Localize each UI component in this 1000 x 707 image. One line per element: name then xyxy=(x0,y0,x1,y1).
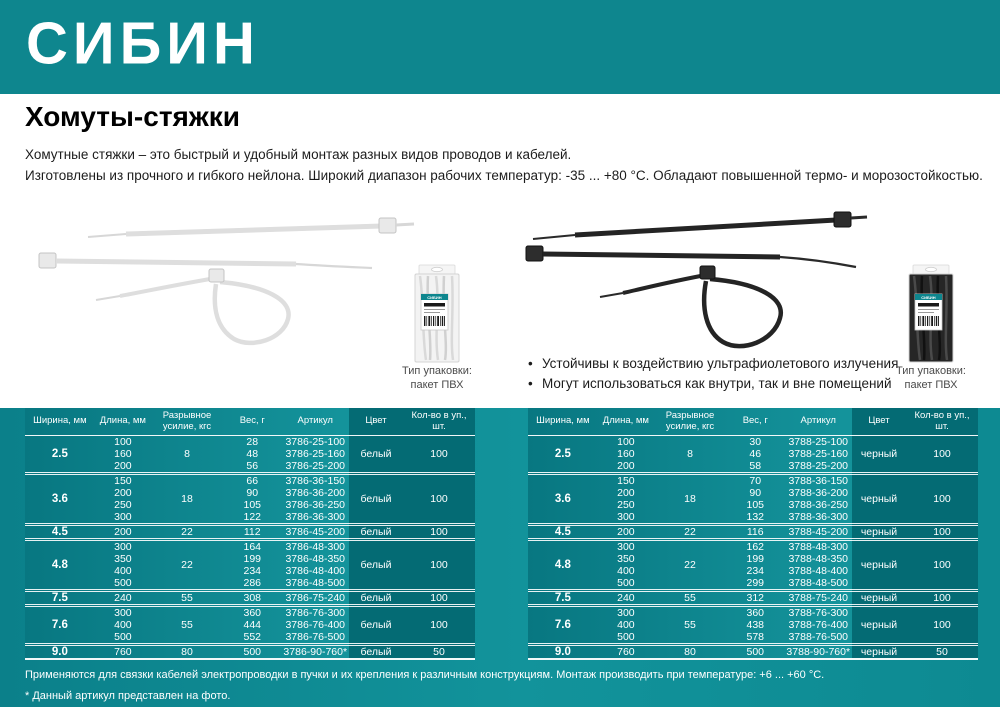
cell-force: 22 xyxy=(684,526,696,538)
table-group-row xyxy=(528,523,978,538)
cell-article-value: 3786-75-240 xyxy=(285,592,346,604)
table-group-row xyxy=(528,538,978,589)
cell-weight xyxy=(223,607,282,643)
cell-qty: 100 xyxy=(933,592,951,604)
cell-weight-value: 308 xyxy=(243,592,262,604)
table-group-row xyxy=(528,436,978,472)
cell-article-value: 3786-48-350 xyxy=(285,553,346,565)
cell-force: 80 xyxy=(181,646,193,658)
cell-article xyxy=(282,436,350,472)
table-group-row xyxy=(25,589,475,604)
cell-weight xyxy=(726,526,785,538)
cell-weight-value: 48 xyxy=(246,448,259,460)
feature-text: Могут использоваться как внутри, так и вне помещений xyxy=(542,376,892,391)
cell-weight-value: 578 xyxy=(746,631,765,643)
cell-length-value: 160 xyxy=(114,448,132,460)
cell-width: 2.5 xyxy=(554,448,571,460)
cell-qty: 50 xyxy=(433,646,445,658)
cell-length-value: 400 xyxy=(114,565,132,577)
cell-width: 7.5 xyxy=(51,592,68,604)
table-group-row xyxy=(25,472,475,523)
cell-weight-value: 46 xyxy=(749,448,762,460)
cell-article-value: 3786-48-400 xyxy=(285,565,346,577)
cell-length-value: 200 xyxy=(114,526,132,538)
cell-force: 22 xyxy=(684,559,696,571)
cell-length xyxy=(95,646,151,658)
cell-article-value: 3788-48-350 xyxy=(788,553,849,565)
packaging-type-value: пакет ПВХ xyxy=(410,379,464,391)
cell-force: 55 xyxy=(181,619,193,631)
cell-weight-value: 164 xyxy=(243,541,262,553)
cell-article xyxy=(785,475,853,523)
cell-weight xyxy=(223,475,282,523)
packaging-caption-black xyxy=(876,364,986,392)
cell-length xyxy=(598,541,654,589)
table-header-row xyxy=(25,408,475,436)
cell-weight-value: 360 xyxy=(746,607,765,619)
cell-force: 18 xyxy=(181,493,193,505)
cell-weight-value: 162 xyxy=(746,541,765,553)
table-group-row xyxy=(528,643,978,658)
cell-length-value: 760 xyxy=(617,646,635,658)
feature-item xyxy=(528,374,898,394)
table-group-row xyxy=(25,436,475,472)
description-line-2: Изготовлены из прочного и гибкого нейлона. Широкий диапазон рабочих температур: -35 ... +80 °С. Обладают повышенной термо- и морозостойкостью. xyxy=(25,168,983,183)
cell-width: 3.6 xyxy=(51,493,68,505)
cell-qty: 100 xyxy=(430,493,448,505)
cell-article xyxy=(785,541,853,589)
cell-weight xyxy=(223,541,282,589)
cell-weight-value: 552 xyxy=(243,631,262,643)
cell-color: черный xyxy=(860,646,898,658)
package-photo-white xyxy=(412,264,462,364)
cell-length-value: 300 xyxy=(617,607,635,619)
cell-article-value: 3786-76-500 xyxy=(285,631,346,643)
brand-logo: СИБИН xyxy=(26,10,260,77)
col-header-qty: Кол-во в уп., шт. xyxy=(411,410,467,432)
cell-length-value: 200 xyxy=(617,460,635,472)
cell-force: 18 xyxy=(684,493,696,505)
cell-length-value: 300 xyxy=(114,541,132,553)
cell-color: черный xyxy=(860,559,898,571)
cell-article-value: 3786-36-200 xyxy=(285,487,346,499)
cell-color: белый xyxy=(360,592,392,604)
spec-table-white-ties xyxy=(25,408,475,660)
cell-article-value: 3786-45-200 xyxy=(285,526,346,538)
feature-text: Устойчивы к воздействию ультрафиолетового излучения xyxy=(542,356,899,371)
cell-width: 4.5 xyxy=(51,526,68,538)
cell-length xyxy=(95,541,151,589)
cell-color: белый xyxy=(360,619,392,631)
cell-article xyxy=(282,541,350,589)
cell-weight-value: 299 xyxy=(746,577,765,589)
cell-weight-value: 30 xyxy=(749,436,762,448)
col-header-width: Ширина, мм xyxy=(33,415,87,427)
table-group-row xyxy=(528,472,978,523)
package-photo-black xyxy=(906,264,956,364)
footnote: * Данный артикул представлен на фото. xyxy=(25,690,231,702)
cell-width: 4.5 xyxy=(554,526,571,538)
cell-weight xyxy=(223,526,282,538)
feature-list xyxy=(528,354,898,394)
cell-width: 7.6 xyxy=(554,619,571,631)
cell-length xyxy=(95,607,151,643)
cell-qty: 100 xyxy=(933,619,951,631)
cell-length-value: 300 xyxy=(617,541,635,553)
cell-article-value: 3788-76-300 xyxy=(788,607,849,619)
cell-length xyxy=(598,592,654,604)
cell-article-value: 3788-90-760* xyxy=(786,646,851,658)
cell-length-value: 200 xyxy=(617,526,635,538)
cell-article-value: 3786-76-300 xyxy=(285,607,346,619)
cell-article-value: 3788-25-100 xyxy=(788,436,849,448)
cell-article xyxy=(785,526,853,538)
cell-article xyxy=(282,646,350,658)
cell-length-value: 240 xyxy=(617,592,635,604)
cell-article xyxy=(785,646,853,658)
package-label-brand: СИБИН xyxy=(427,294,442,300)
col-header-length: Длина, мм xyxy=(602,415,649,427)
cell-article-value: 3786-90-760* xyxy=(283,646,348,658)
bullet-icon: • xyxy=(528,356,533,371)
cell-weight-value: 360 xyxy=(243,607,262,619)
cell-force: 55 xyxy=(181,592,193,604)
cell-color: белый xyxy=(360,493,392,505)
table-group-row xyxy=(25,604,475,643)
cell-article-value: 3788-45-200 xyxy=(788,526,849,538)
cell-weight-value: 70 xyxy=(749,475,762,487)
packaging-type-label: Тип упаковки: xyxy=(402,365,472,377)
cell-length-value: 350 xyxy=(617,553,635,565)
table-header-row xyxy=(528,408,978,436)
cell-length-value: 500 xyxy=(114,631,132,643)
cell-qty: 100 xyxy=(430,448,448,460)
cell-color: белый xyxy=(360,559,392,571)
cell-weight-value: 444 xyxy=(243,619,262,631)
cell-article-value: 3786-36-150 xyxy=(285,475,346,487)
cell-article-value: 3786-25-200 xyxy=(285,460,346,472)
cell-weight-value: 234 xyxy=(243,565,262,577)
cell-weight-value: 90 xyxy=(246,487,259,499)
cell-weight-value: 116 xyxy=(746,526,764,538)
cell-length-value: 400 xyxy=(617,565,635,577)
cell-width: 2.5 xyxy=(51,448,68,460)
col-header-article: Артикул xyxy=(297,415,333,427)
cell-qty: 100 xyxy=(933,448,951,460)
cell-length-value: 300 xyxy=(114,511,132,523)
cell-article-value: 3788-25-160 xyxy=(788,448,849,460)
cell-weight xyxy=(223,436,282,472)
cell-article-value: 3786-48-300 xyxy=(285,541,346,553)
package-label-brand: СИБИН xyxy=(921,294,936,300)
cell-article-value: 3786-25-100 xyxy=(285,436,346,448)
table-group-row xyxy=(25,523,475,538)
cell-weight-value: 28 xyxy=(246,436,259,448)
cell-width: 3.6 xyxy=(554,493,571,505)
cell-length-value: 150 xyxy=(617,475,635,487)
feature-item xyxy=(528,354,898,374)
cell-article-value: 3788-48-300 xyxy=(788,541,849,553)
cell-weight-value: 199 xyxy=(243,553,262,565)
cell-length-value: 500 xyxy=(617,577,635,589)
cell-weight-value: 500 xyxy=(746,646,765,658)
packaging-type-value: пакет ПВХ xyxy=(904,379,958,391)
cell-length-value: 500 xyxy=(617,631,635,643)
cell-color: черный xyxy=(860,526,898,538)
cell-weight-value: 112 xyxy=(243,526,261,538)
spec-table-black-ties xyxy=(528,408,978,660)
col-header-qty: Кол-во в уп., шт. xyxy=(914,410,970,432)
bullet-icon: • xyxy=(528,376,533,391)
spec-section xyxy=(0,408,1000,707)
cell-qty: 100 xyxy=(430,526,448,538)
cell-width: 4.8 xyxy=(554,559,571,571)
cell-qty: 100 xyxy=(430,592,448,604)
cell-length-value: 400 xyxy=(617,619,635,631)
cell-article xyxy=(282,607,350,643)
cell-length-value: 100 xyxy=(617,436,635,448)
cell-color: черный xyxy=(860,619,898,631)
cell-article xyxy=(785,607,853,643)
cell-length-value: 150 xyxy=(114,475,132,487)
cell-article-value: 3788-48-500 xyxy=(788,577,849,589)
col-header-weight: Вес, г xyxy=(742,415,768,427)
cell-length xyxy=(598,607,654,643)
cell-force: 22 xyxy=(181,526,193,538)
white-cable-ties-photo xyxy=(30,212,430,352)
cell-article xyxy=(282,526,350,538)
cell-weight xyxy=(726,592,785,604)
cell-article-value: 3788-48-400 xyxy=(788,565,849,577)
col-header-color: Цвет xyxy=(365,415,387,427)
cell-qty: 100 xyxy=(933,559,951,571)
cell-article-value: 3788-75-240 xyxy=(788,592,849,604)
cell-width: 7.5 xyxy=(554,592,571,604)
cell-weight-value: 500 xyxy=(243,646,262,658)
cell-weight-value: 122 xyxy=(243,511,262,523)
cell-article-value: 3786-36-300 xyxy=(285,511,346,523)
product-description xyxy=(25,144,990,186)
cell-color: черный xyxy=(860,592,898,604)
cell-article-value: 3788-36-200 xyxy=(788,487,849,499)
col-header-color: Цвет xyxy=(868,415,890,427)
cell-article-value: 3786-48-500 xyxy=(285,577,346,589)
black-cable-ties-photo xyxy=(518,202,868,360)
cell-weight-value: 56 xyxy=(246,460,259,472)
cell-force: 8 xyxy=(184,448,190,460)
cell-length-value: 500 xyxy=(114,577,132,589)
cell-color: черный xyxy=(860,448,898,460)
cell-weight-value: 199 xyxy=(746,553,765,565)
cell-length-value: 200 xyxy=(114,487,132,499)
cell-length xyxy=(95,592,151,604)
table-group-row xyxy=(25,538,475,589)
cell-weight xyxy=(223,646,282,658)
cell-length-value: 300 xyxy=(617,511,635,523)
cell-article xyxy=(282,475,350,523)
cell-length-value: 760 xyxy=(114,646,132,658)
packaging-caption-white xyxy=(382,364,492,392)
cell-force: 80 xyxy=(684,646,696,658)
cell-article-value: 3788-36-250 xyxy=(788,499,849,511)
usage-note: Применяются для связки кабелей электропроводки в пучки и их крепления к различным конструкциям. Монтаж производить при температуре: +6 ... +60 °С. xyxy=(25,669,825,681)
cell-force: 22 xyxy=(181,559,193,571)
cell-qty: 100 xyxy=(430,559,448,571)
cell-article-value: 3786-36-250 xyxy=(285,499,346,511)
cell-article-value: 3786-25-160 xyxy=(285,448,346,460)
cell-width: 7.6 xyxy=(51,619,68,631)
cell-qty: 100 xyxy=(933,493,951,505)
cell-weight xyxy=(726,607,785,643)
cell-length-value: 100 xyxy=(114,436,132,448)
cell-article-value: 3788-36-150 xyxy=(788,475,849,487)
product-photos-section xyxy=(0,200,1000,408)
cell-length-value: 300 xyxy=(114,607,132,619)
packaging-type-label: Тип упаковки: xyxy=(896,365,966,377)
cell-force: 55 xyxy=(684,592,696,604)
table-group-row xyxy=(25,643,475,658)
cell-width: 9.0 xyxy=(554,646,571,658)
cell-length-value: 160 xyxy=(617,448,635,460)
cell-article-value: 3788-36-300 xyxy=(788,511,849,523)
col-header-force: Разрывное усилие, кгс xyxy=(665,410,715,432)
cell-width: 9.0 xyxy=(51,646,68,658)
cell-length-value: 250 xyxy=(617,499,635,511)
cell-length-value: 200 xyxy=(617,487,635,499)
tables-row xyxy=(25,408,978,660)
cell-length xyxy=(95,526,151,538)
col-header-weight: Вес, г xyxy=(239,415,265,427)
cell-length xyxy=(598,646,654,658)
cell-weight-value: 438 xyxy=(746,619,765,631)
cell-length-value: 250 xyxy=(114,499,132,511)
cell-length-value: 350 xyxy=(114,553,132,565)
cell-weight-value: 286 xyxy=(243,577,262,589)
cell-qty: 50 xyxy=(936,646,948,658)
cell-weight xyxy=(223,592,282,604)
cell-color: белый xyxy=(360,646,392,658)
cell-article-value: 3788-76-400 xyxy=(788,619,849,631)
cell-length xyxy=(95,436,151,472)
cell-article xyxy=(785,436,853,472)
page-title: Хомуты-стяжки xyxy=(25,101,240,132)
cell-color: черный xyxy=(860,493,898,505)
brand-banner xyxy=(0,0,1000,94)
cell-weight xyxy=(726,475,785,523)
cell-length xyxy=(95,475,151,523)
col-header-width: Ширина, мм xyxy=(536,415,590,427)
cell-color: белый xyxy=(360,448,392,460)
cell-weight-value: 132 xyxy=(746,511,765,523)
cell-qty: 100 xyxy=(933,526,951,538)
description-line-1: Хомутные стяжки – это быстрый и удобный монтаж разных видов проводов и кабелей. xyxy=(25,147,572,162)
cell-length-value: 240 xyxy=(114,592,132,604)
cell-weight-value: 58 xyxy=(749,460,762,472)
cell-weight-value: 105 xyxy=(243,499,262,511)
cell-length xyxy=(598,526,654,538)
cell-article xyxy=(282,592,350,604)
cell-weight-value: 90 xyxy=(749,487,762,499)
cell-weight-value: 234 xyxy=(746,565,765,577)
cell-weight-value: 105 xyxy=(746,499,765,511)
col-header-article: Артикул xyxy=(800,415,836,427)
cell-length-value: 400 xyxy=(114,619,132,631)
col-header-length: Длина, мм xyxy=(99,415,146,427)
cell-article-value: 3788-76-500 xyxy=(788,631,849,643)
table-group-row xyxy=(528,604,978,643)
cell-length-value: 200 xyxy=(114,460,132,472)
cell-article-value: 3788-25-200 xyxy=(788,460,849,472)
cell-weight-value: 312 xyxy=(746,592,765,604)
cell-length xyxy=(598,436,654,472)
cell-article-value: 3786-76-400 xyxy=(285,619,346,631)
cell-color: белый xyxy=(360,526,392,538)
cell-article xyxy=(785,592,853,604)
cell-width: 4.8 xyxy=(51,559,68,571)
cell-weight xyxy=(726,436,785,472)
cell-qty: 100 xyxy=(430,619,448,631)
cell-weight-value: 66 xyxy=(246,475,259,487)
cell-weight xyxy=(726,541,785,589)
cell-weight xyxy=(726,646,785,658)
cell-force: 55 xyxy=(684,619,696,631)
table-group-row xyxy=(528,589,978,604)
col-header-force: Разрывное усилие, кгс xyxy=(162,410,212,432)
cell-force: 8 xyxy=(687,448,693,460)
cell-length xyxy=(598,475,654,523)
